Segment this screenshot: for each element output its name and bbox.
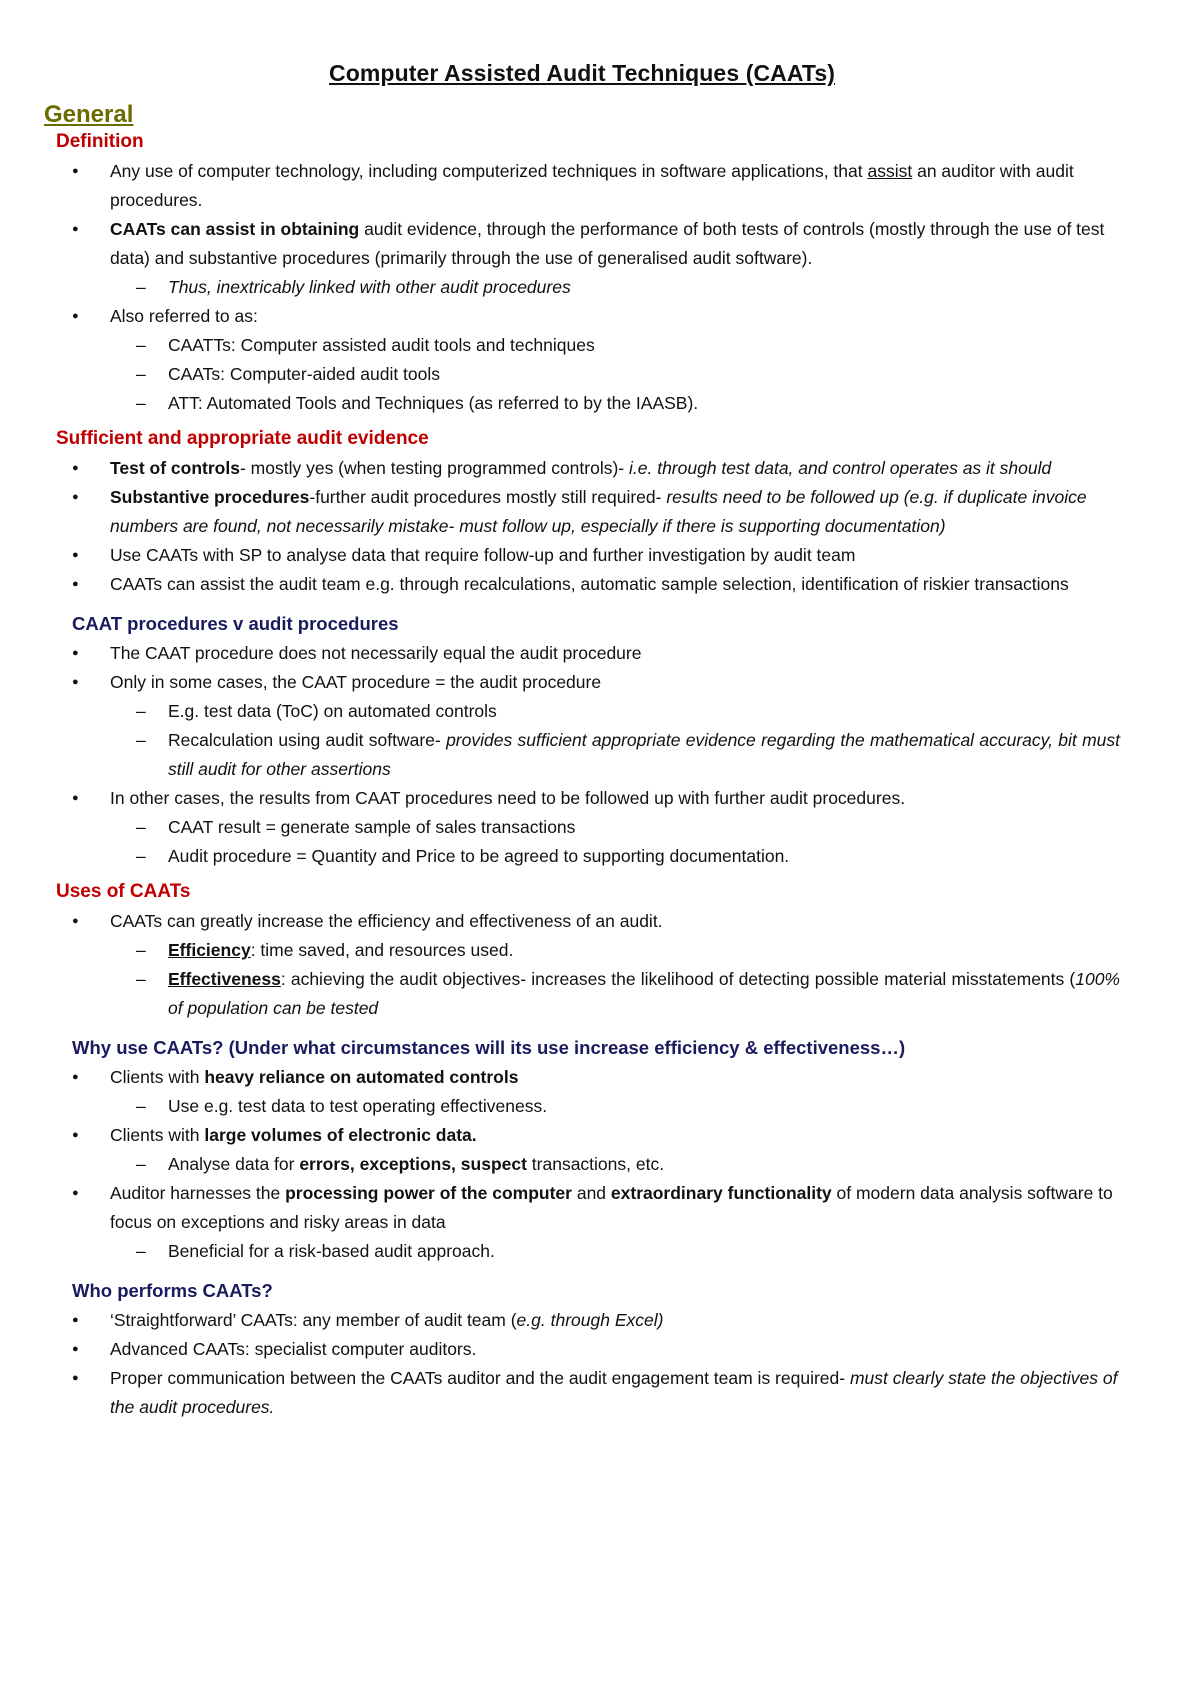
list-item: ● Any use of computer technology, including computerized techniques in software applications, that assist an auditor with audit procedures. [52,157,1120,215]
list-item: ● Clients with large volumes of electronic data. [52,1121,1120,1150]
uses-list [44,907,1120,1023]
sub-list-item: – CAAT result = generate sample of sales transactions [52,813,1120,842]
sufficient-list [44,454,1120,599]
heading-caat-v-audit: CAAT procedures v audit procedures [72,613,399,634]
list-item: ● Clients with heavy reliance on automated controls [52,1063,1120,1092]
sub-list-item: – Recalculation using audit software- provides sufficient appropriate evidence regarding the mathematical accuracy, bit must still audit for other assertions [52,726,1120,784]
list-item: ● Only in some cases, the CAAT procedure = the audit procedure [52,668,1120,697]
sub-list-item: – Audit procedure = Quantity and Price to be agreed to supporting documentation. [52,842,1120,871]
why-list [44,1063,1120,1266]
heading-why-use: Why use CAATs? (Under what circumstances will its use increase efficiency & effectiveness…) [72,1037,906,1058]
caat-v-audit-list [44,639,1120,871]
sub-list-item: – CAATs: Computer-aided audit tools [52,360,1120,389]
sub-list-item: – CAATTs: Computer assisted audit tools and techniques [52,331,1120,360]
list-item: ● Also referred to as: [52,302,1120,331]
list-item: ● Test of controls- mostly yes (when testing programmed controls)- i.e. through test data, and control operates as it should [52,454,1120,483]
sub-list-item: – Effectiveness: achieving the audit objectives- increases the likelihood of detecting possible material misstatements (100% of population can be tested [52,965,1120,1023]
list-item: ● CAATs can assist in obtaining audit evidence, through the performance of both tests of controls (mostly through the use of test data) and substantive procedures (primarily through the use of generalised audit software). [52,215,1120,273]
page-title: Computer Assisted Audit Techniques (CAATs) [329,60,835,86]
sub-list-item: – Beneficial for a risk-based audit approach. [52,1237,1120,1266]
list-item: ● The CAAT procedure does not necessarily equal the audit procedure [52,639,1120,668]
heading-definition: Definition [56,131,144,152]
section-heading-general: General [44,101,134,128]
sub-list-item: – Efficiency: time saved, and resources used. [52,936,1120,965]
definition-list [44,157,1120,418]
heading-who-performs: Who performs CAATs? [72,1280,273,1301]
list-item: ● Advanced CAATs: specialist computer auditors. [52,1335,1120,1364]
list-item: ● Substantive procedures-further audit procedures mostly still required- results need to be followed up (e.g. if duplicate invoice numbers are found, not necessarily mistake- must follow up, especially if there is supporting documentation) [52,483,1120,541]
heading-sufficient-evidence: Sufficient and appropriate audit evidence [56,428,429,449]
sub-list-item: – ATT: Automated Tools and Techniques (as referred to by the IAASB). [52,389,1120,418]
sub-list-item: – Analyse data for errors, exceptions, suspect transactions, etc. [52,1150,1120,1179]
list-item: ● CAATs can assist the audit team e.g. through recalculations, automatic sample selection, identification of riskier transactions [52,570,1120,599]
list-item: ● Use CAATs with SP to analyse data that require follow-up and further investigation by audit team [52,541,1120,570]
sub-list-item: – E.g. test data (ToC) on automated controls [52,697,1120,726]
list-item: ● Auditor harnesses the processing power of the computer and extraordinary functionality of modern data analysis software to focus on exceptions and risky areas in data [52,1179,1120,1237]
heading-uses: Uses of CAATs [56,881,191,902]
list-item: ● In other cases, the results from CAAT procedures need to be followed up with further audit procedures. [52,784,1120,813]
who-list [44,1306,1120,1422]
list-item: ● Proper communication between the CAATs auditor and the audit engagement team is required- must clearly state the objectives of the audit procedures. [52,1364,1120,1422]
list-item: ● ‘Straightforward’ CAATs: any member of audit team (e.g. through Excel) [52,1306,1120,1335]
sub-list-item: – Use e.g. test data to test operating effectiveness. [52,1092,1120,1121]
sub-list-item: – Thus, inextricably linked with other audit procedures [52,273,1120,302]
list-item: ● CAATs can greatly increase the efficiency and effectiveness of an audit. [52,907,1120,936]
